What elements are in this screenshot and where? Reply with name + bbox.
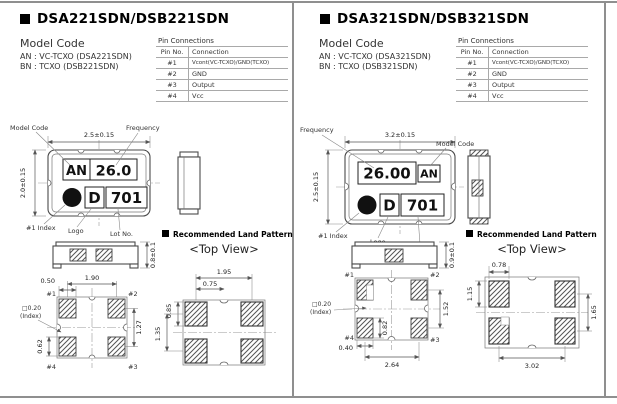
page-title: DSA321SDN/DSB321SDN bbox=[337, 11, 530, 27]
dim-land-half-x: 0.75 bbox=[202, 280, 218, 288]
page-title: DSA221SDN/DSB221SDN bbox=[37, 11, 230, 27]
land-pattern-view-label: <Top View> bbox=[189, 242, 259, 256]
pin3-label: #3 bbox=[128, 363, 138, 371]
section-bullet-icon bbox=[466, 230, 473, 237]
dim-land-pitch-x: 3.02 bbox=[524, 362, 540, 370]
dim-body-height: 2.0±0.15 bbox=[19, 167, 27, 199]
dim-body-thickness: 0.9±0.1 bbox=[448, 241, 456, 269]
section-bullet-icon bbox=[320, 14, 330, 24]
pin-no-header: Pin No. bbox=[456, 47, 489, 58]
pin4-label: #4 bbox=[344, 334, 354, 342]
land-index-notch bbox=[501, 317, 509, 325]
pin-connections-left bbox=[156, 37, 288, 102]
table-row: #3 Output bbox=[156, 80, 288, 91]
index-dot bbox=[63, 188, 82, 207]
label-index: #1 Index bbox=[318, 232, 348, 240]
table-row: #4 Vcc bbox=[156, 91, 288, 102]
label-frequency: Frequency bbox=[300, 126, 334, 134]
pin-connections-title: Pin Connections bbox=[458, 37, 514, 45]
dim-land-pad-height: 0.85 bbox=[165, 303, 173, 319]
land-pattern-title: Recommended Land Pattern bbox=[477, 230, 597, 239]
land-pattern bbox=[154, 230, 293, 365]
marking-model-code: AN bbox=[420, 167, 438, 181]
table-header-row bbox=[156, 47, 288, 58]
package-front-view bbox=[352, 242, 456, 268]
section-bullet-icon bbox=[20, 14, 30, 24]
table-row: #2 GND bbox=[456, 69, 588, 80]
dim-body-width: 2.5±0.15 bbox=[83, 131, 115, 139]
pin3-label: #3 bbox=[430, 336, 440, 344]
pin-no-header: Pin No. bbox=[156, 47, 189, 58]
land-pattern-title: Recommended Land Pattern bbox=[173, 230, 293, 239]
table-row: #4 Vcc bbox=[456, 91, 588, 102]
package-side-view bbox=[468, 150, 490, 224]
mechanical-drawing-left bbox=[8, 120, 293, 402]
label-model-code: Model Code bbox=[10, 124, 49, 132]
index-dot bbox=[358, 196, 377, 215]
label-model-code: Model Code bbox=[436, 140, 475, 148]
dim-land-pitch-y: 1.35 bbox=[154, 326, 162, 342]
section-title-left bbox=[20, 11, 229, 27]
dim-body-height: 2.5±0.15 bbox=[312, 171, 320, 203]
pin-connections-title: Pin Connections bbox=[158, 37, 214, 45]
table-row: #3 Output bbox=[456, 80, 588, 91]
label-logo: Logo bbox=[68, 227, 84, 235]
land-pattern-view-label: <Top View> bbox=[497, 242, 567, 256]
page-top-rule bbox=[0, 1, 617, 3]
dim-body-thickness: 0.8±0.1 bbox=[149, 241, 157, 269]
marking-frequency: 26.00 bbox=[363, 164, 411, 183]
dim-land-pitch-y: 1.65 bbox=[590, 305, 598, 320]
package-top-view bbox=[10, 124, 160, 238]
pin2-label: #2 bbox=[128, 290, 138, 298]
table-row: #1 Vcont(VC-TCXO)/GND(TCXO) bbox=[456, 58, 588, 69]
dim-pad-pitch-y: 1.52 bbox=[442, 301, 450, 317]
marking-logo: D bbox=[383, 196, 396, 215]
table-row: #2 GND bbox=[156, 69, 288, 80]
model-code-heading: Model Code bbox=[20, 37, 85, 50]
model-code-line: AN : VC-TCXO (DSA221SDN) bbox=[20, 52, 132, 61]
marking-frequency: 26.0 bbox=[95, 163, 132, 180]
package-top-view bbox=[300, 126, 474, 252]
model-code-line: BN : TCXO (DSB221SDN) bbox=[20, 62, 119, 71]
land-pattern bbox=[466, 230, 598, 370]
index-mark-size: □0.20 bbox=[312, 301, 332, 308]
mechanical-drawing-right bbox=[296, 120, 606, 402]
label-lot-no: Lot No. bbox=[110, 230, 133, 238]
pin1-label: #1 bbox=[46, 290, 56, 298]
marking-model-code: AN bbox=[66, 164, 87, 179]
pin-connections-table bbox=[156, 46, 288, 102]
model-code-line: BN : TCXO (DSB321SDN) bbox=[319, 62, 418, 71]
dim-pad-width: 0.40 bbox=[338, 344, 353, 352]
label-index: #1 Index bbox=[26, 224, 56, 232]
package-bottom-view bbox=[20, 274, 143, 371]
dim-land-pitch-x: 1.95 bbox=[216, 268, 232, 276]
dim-pad-height: 0.82 bbox=[381, 320, 389, 336]
table-row: #1 Vcont(VC-TCXO)/GND(TCXO) bbox=[156, 58, 288, 69]
model-code-heading: Model Code bbox=[319, 37, 384, 50]
dim-land-pad-height: 1.15 bbox=[466, 286, 474, 302]
index-mark-size: □0.20 bbox=[22, 305, 42, 312]
pin4-label: #4 bbox=[46, 363, 56, 371]
index-mark-label: (Index) bbox=[310, 309, 332, 316]
dim-pad-height: 0.62 bbox=[36, 339, 44, 354]
connection-header: Connection bbox=[489, 47, 589, 58]
dim-land-pad-width: 0.78 bbox=[491, 261, 507, 269]
pin1-index-notch bbox=[367, 285, 374, 300]
dim-pad-width: 0.50 bbox=[40, 277, 55, 285]
package-front-view bbox=[53, 242, 157, 268]
package-bottom-view bbox=[310, 270, 450, 369]
section-bullet-icon bbox=[162, 230, 169, 237]
model-code-block-right bbox=[319, 37, 431, 72]
connection-header: Connection bbox=[189, 47, 289, 58]
section-title-right bbox=[320, 11, 529, 27]
table-header-row bbox=[456, 47, 588, 58]
package-side-view bbox=[178, 152, 200, 214]
pin-connections-table bbox=[456, 46, 588, 102]
dim-pad-pitch-x: 2.64 bbox=[384, 361, 400, 369]
model-code-line: AN : VC-TCXO (DSA321SDN) bbox=[319, 52, 431, 61]
pin2-label: #2 bbox=[430, 271, 440, 279]
dim-body-width: 3.2±0.15 bbox=[384, 131, 416, 139]
marking-logo: D bbox=[88, 189, 101, 207]
dim-pad-pitch-y: 1.27 bbox=[135, 320, 143, 335]
label-frequency: Frequency bbox=[126, 124, 160, 132]
model-code-block-left bbox=[20, 37, 132, 72]
index-mark-label: (Index) bbox=[20, 313, 42, 320]
marking-lot-no: 701 bbox=[406, 196, 439, 215]
pin1-label: #1 bbox=[344, 271, 354, 279]
pin-connections-right bbox=[456, 37, 588, 102]
dim-pad-pitch-x: 1.90 bbox=[84, 274, 100, 282]
marking-lot-no: 701 bbox=[110, 189, 143, 207]
